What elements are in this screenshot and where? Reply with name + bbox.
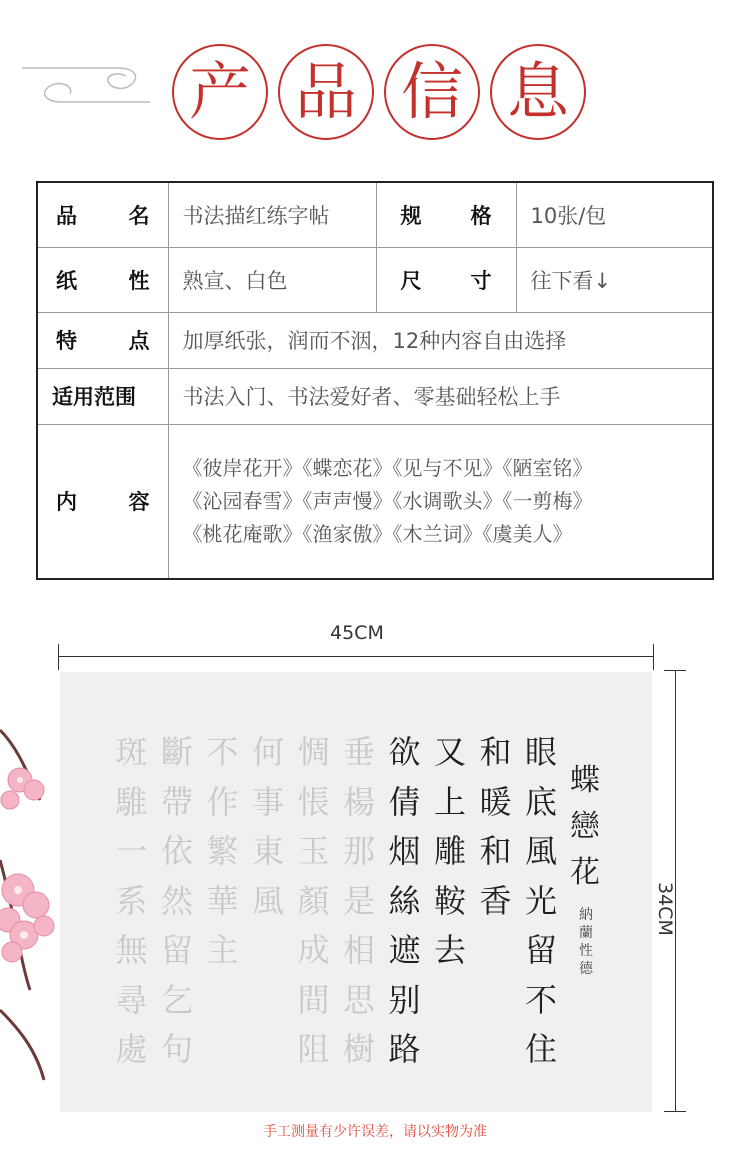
- poem-char: 事: [251, 782, 284, 821]
- poem-char: 系: [115, 881, 148, 920]
- poem-char: 騅: [115, 782, 148, 821]
- paper-label: 纸性: [37, 247, 168, 312]
- poem-char: 間: [297, 980, 330, 1019]
- poem-char: 華: [206, 881, 239, 920]
- table-row: [37, 424, 713, 579]
- spec-value: 10张/包: [516, 182, 713, 247]
- poem-char: 上: [433, 782, 466, 821]
- poem-char: 依: [160, 832, 193, 870]
- poem-char: 路: [388, 1030, 421, 1068]
- poem-char: 阻: [297, 1030, 330, 1068]
- poem-char: 斑: [115, 733, 148, 771]
- poem-author-char: 納: [579, 907, 593, 923]
- cherry-blossom-branch-icon: [0, 690, 68, 1090]
- calligraphy-sheet: [60, 672, 652, 1112]
- spec-label: 规格: [376, 182, 516, 247]
- poem-author-char: 德: [579, 961, 593, 977]
- poem-char: 然: [160, 881, 193, 920]
- poem-char: 絲: [388, 881, 421, 920]
- feature-value: 加厚纸张，润而不洇，12种内容自由选择: [168, 312, 713, 368]
- content-line: 《彼岸花开》《蝶恋花》《见与不见》《陋室铭》: [182, 455, 593, 480]
- poem-char: 留: [160, 931, 193, 969]
- poem-char: 思: [342, 980, 375, 1019]
- poem-char: 繁: [206, 832, 239, 870]
- poem-char: 香: [479, 881, 512, 920]
- poem-char: 别: [388, 980, 421, 1019]
- height-label: 34CM: [654, 882, 676, 936]
- poem-char: 留: [524, 931, 557, 969]
- poem-char: 烟: [388, 832, 421, 870]
- poem-char: 東: [251, 832, 284, 870]
- poem-char: 樹: [342, 1030, 375, 1068]
- poem-char: 倩: [388, 782, 421, 821]
- title-char: 品: [278, 44, 374, 140]
- poem-char: 風: [251, 881, 284, 920]
- content-line: 《桃花庵歌》《渔家傲》《木兰词》《虞美人》: [182, 521, 573, 546]
- paper-value: 熟宣、白色: [168, 247, 376, 312]
- poem-char: 去: [433, 931, 466, 969]
- poem-char: 不: [206, 733, 239, 771]
- poem-char: 何: [251, 733, 284, 771]
- audience-value: 书法入门、书法爱好者、零基础轻松上手: [168, 368, 713, 424]
- title-char: 产: [172, 44, 268, 140]
- poem-char: 乞: [160, 980, 193, 1019]
- poem-column: [427, 728, 473, 976]
- poem-char: 和: [479, 733, 512, 771]
- poem-char: 是: [342, 881, 375, 920]
- poem-char: 玉: [297, 832, 330, 870]
- measurement-note: 手工测量有少许误差，请以实物为准: [263, 1124, 487, 1140]
- poem-char: 光: [524, 881, 557, 920]
- poem-char: 那: [342, 832, 375, 870]
- poem-char: 住: [524, 1030, 557, 1068]
- poem-title-char: 花: [570, 855, 600, 890]
- poem-char: 風: [524, 832, 557, 870]
- poem-char: 垂: [342, 733, 375, 771]
- poem-column: [382, 728, 428, 1075]
- width-label: 45CM: [330, 622, 384, 644]
- table-row: [37, 247, 713, 312]
- poem-char: 斷: [160, 733, 193, 771]
- poem-char: 雕: [433, 832, 466, 870]
- width-dimension-line: [58, 650, 654, 664]
- poem-char: 暖: [479, 782, 512, 821]
- content-line: 《沁园春雪》《声声慢》《水调歌头》《一剪梅》: [182, 488, 593, 513]
- poem-column: [291, 728, 337, 1075]
- poem-char: 主: [206, 931, 239, 969]
- product-info-table: [36, 181, 714, 580]
- table-row: [37, 368, 713, 424]
- content-label: 内容: [37, 424, 168, 579]
- poem-char: 句: [160, 1030, 193, 1068]
- name-label: 品名: [37, 182, 168, 247]
- feature-label: 特点: [37, 312, 168, 368]
- poem-char: 楊: [342, 782, 375, 821]
- poem-char: 不: [524, 980, 557, 1019]
- size-value: 往下看↓: [516, 247, 713, 312]
- poem-char: 和: [479, 832, 512, 870]
- poem-title-char: 蝶: [570, 763, 600, 798]
- poem-char: 惆: [297, 733, 330, 771]
- poem-char: 顏: [297, 881, 330, 920]
- name-value: 书法描红练字帖: [168, 182, 376, 247]
- poem-char: 一: [115, 832, 148, 870]
- poem-char: 又: [433, 733, 466, 771]
- poem-char: 鞍: [433, 881, 466, 920]
- poem-char: 遮: [388, 931, 421, 969]
- poem-char: 帶: [160, 782, 193, 821]
- poem-char: 眼: [524, 733, 557, 771]
- poem-author-char: 蘭: [579, 925, 593, 941]
- size-label: 尺寸: [376, 247, 516, 312]
- poem-column: [336, 728, 382, 1075]
- audience-label: 适用范围: [37, 368, 168, 424]
- poem-column: [109, 728, 155, 1075]
- poem-author-char: 性: [579, 943, 593, 959]
- poem-column: [473, 728, 519, 926]
- title-char: 息: [490, 44, 586, 140]
- poem-char: 悵: [297, 782, 330, 821]
- table-row: [37, 182, 713, 247]
- poem-column: [245, 728, 291, 926]
- poem-char: 相: [342, 931, 375, 969]
- poem-char: 底: [524, 782, 557, 821]
- poem-char: 無: [115, 931, 148, 969]
- table-row: [37, 312, 713, 368]
- poem-title: [565, 758, 605, 896]
- page-title: [172, 44, 586, 140]
- title-char: 信: [384, 44, 480, 140]
- poem-char: 作: [206, 782, 239, 821]
- swirl-ribbon-icon: [22, 62, 150, 106]
- poem-title-char: 戀: [570, 809, 600, 844]
- poem-char: 成: [297, 931, 330, 969]
- poem-column: [154, 728, 200, 1075]
- poem-char: 處: [115, 1030, 148, 1068]
- poem-char: 尋: [115, 980, 148, 1019]
- content-list: [168, 424, 713, 579]
- poem-column: [200, 728, 246, 976]
- poem-column: [518, 728, 564, 1075]
- poem-char: 欲: [388, 733, 421, 771]
- poem-author: [574, 906, 598, 978]
